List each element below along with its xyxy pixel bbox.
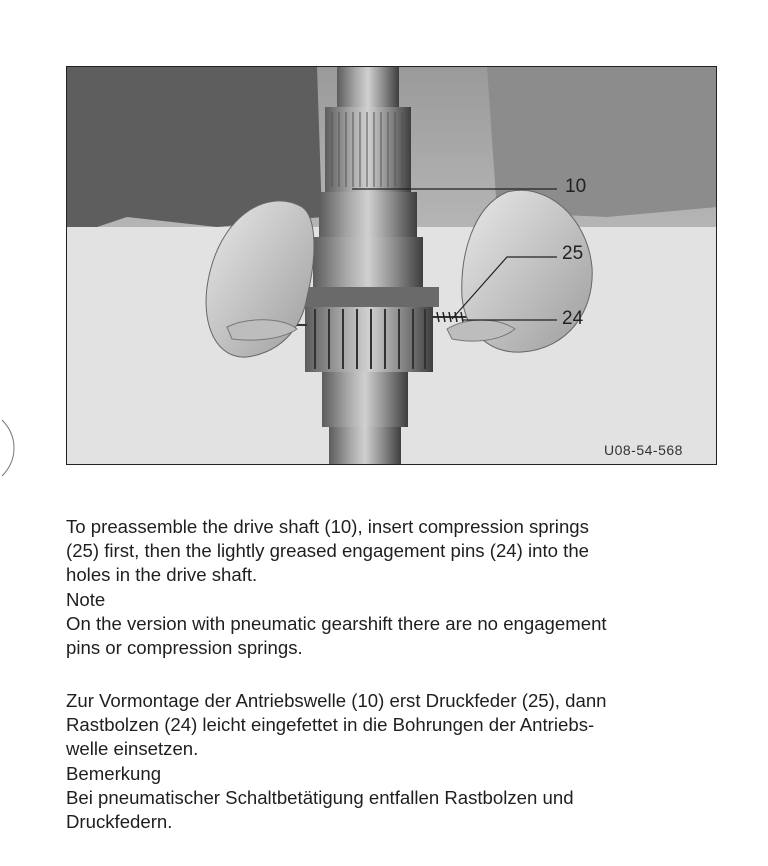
callout-drive-shaft: 10 [565, 176, 587, 197]
german-note-line-2: Druckfedern. [66, 811, 173, 833]
callout-engagement-pin: 24 [562, 308, 584, 329]
english-instructions [66, 515, 726, 660]
callout-compression-spring: 25 [562, 243, 584, 264]
english-note-heading: Note [66, 588, 106, 610]
english-line-3: holes in the drive shaft. [66, 564, 258, 586]
german-line-1: Zur Vormontage der Antriebswelle (10) erst Druckfeder (25), dann [66, 690, 607, 711]
german-note-heading: Bemerkung [66, 762, 162, 784]
figure-reference-number: U08-54-568 [604, 442, 683, 458]
german-line-2: Rastbolzen (24) leicht eingefettet in die Bohrungen der Antriebs- [66, 714, 595, 736]
drive-shaft-illustration [67, 67, 717, 465]
german-instructions [66, 689, 726, 834]
assembly-photo [66, 66, 717, 465]
page-edge-mark [0, 418, 20, 478]
english-line-1: To preassemble the drive shaft (10), insert compression springs [66, 516, 589, 537]
german-note-line-1: Bei pneumatischer Schaltbetätigung entfallen Rastbolzen und [66, 786, 574, 808]
english-note-line-2: pins or compression springs. [66, 637, 303, 659]
english-line-2: (25) first, then the lightly greased engagement pins (24) into the [66, 540, 589, 562]
english-note-line-1: On the version with pneumatic gearshift there are no engagement [66, 612, 607, 634]
german-line-3: welle einsetzen. [66, 738, 199, 760]
